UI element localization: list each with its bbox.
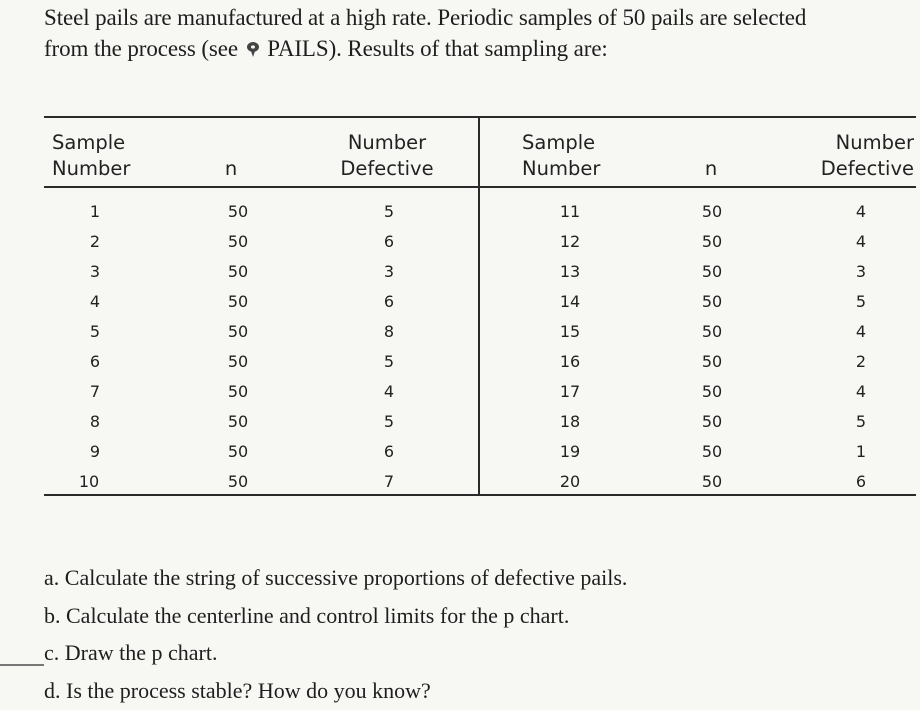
intro-line-2-end: ). Results of that sampling are: xyxy=(328,36,608,61)
right-n-cell: 50 xyxy=(701,442,723,461)
left-sample-cell: 8 xyxy=(89,412,101,431)
left-sample-cell: 9 xyxy=(89,442,101,461)
question-list xyxy=(44,559,904,709)
left-n-cell: 50 xyxy=(227,382,249,401)
left-sample-cell: 2 xyxy=(89,232,101,251)
left-n-cell: 50 xyxy=(227,202,249,221)
left-sample-cell: 4 xyxy=(89,292,101,311)
right-sample-cell: 15 xyxy=(559,322,581,341)
right-defective-cell: 1 xyxy=(855,442,867,461)
right-n-cell: 50 xyxy=(701,232,723,251)
left-defective-cell: 3 xyxy=(383,262,395,281)
right-n-cell: 50 xyxy=(701,322,723,341)
sampling-table xyxy=(44,116,916,496)
intro-line-1: Steel pails are manufactured at a high rate. Periodic samples of 50 pails are selected xyxy=(44,5,807,30)
right-sample-cell: 17 xyxy=(559,382,581,401)
left-defective-cell: 6 xyxy=(383,292,395,311)
right-defective-cell: 5 xyxy=(855,412,867,431)
right-defective-cell: 4 xyxy=(855,202,867,221)
right-n-cell: 50 xyxy=(701,412,723,431)
left-defective-cell: 5 xyxy=(383,352,395,371)
left-defective-cell: 4 xyxy=(383,382,395,401)
left-sample-cell: 3 xyxy=(89,262,101,281)
right-defective-cell: 3 xyxy=(855,262,867,281)
right-sample-cell: 12 xyxy=(559,232,581,251)
question-d: d. Is the process stable? How do you know? xyxy=(44,677,431,703)
header-number-defective-left: Number Defective xyxy=(340,131,434,180)
header-sample-number-right: Sample Number xyxy=(522,131,601,180)
left-sample-cell: 1 xyxy=(89,202,101,221)
right-defective-cell: 6 xyxy=(855,472,867,491)
header-sample-number-left: Sample Number xyxy=(52,131,131,180)
intro-line-2-start: from the process (see xyxy=(44,36,238,61)
right-defective-cell: 4 xyxy=(855,382,867,401)
data-file-name: PAILS xyxy=(267,36,329,61)
intro-line-2 xyxy=(44,33,916,64)
left-defective-cell: 6 xyxy=(383,442,395,461)
disk-icon xyxy=(244,34,262,50)
table-header-rule xyxy=(44,186,916,188)
right-defective-cell: 4 xyxy=(855,322,867,341)
left-defective-cell: 5 xyxy=(383,412,395,431)
question-c: c. Draw the p chart. xyxy=(44,640,218,665)
left-n-cell: 50 xyxy=(227,472,249,491)
table-bottom-rule xyxy=(44,494,916,496)
right-sample-cell: 18 xyxy=(559,412,581,431)
table-column-divider xyxy=(478,116,480,495)
left-defective-cell: 7 xyxy=(383,472,395,491)
right-sample-cell: 19 xyxy=(559,442,581,461)
left-n-cell: 50 xyxy=(227,442,249,461)
question-a: a. Calculate the string of successive proportions of defective pails. xyxy=(44,565,628,590)
question-b: b. Calculate the centerline and control limits for the p chart. xyxy=(44,602,570,628)
right-defective-cell: 4 xyxy=(855,232,867,251)
left-sample-cell: 5 xyxy=(89,322,101,341)
left-defective-cell: 5 xyxy=(383,202,395,221)
left-n-cell: 50 xyxy=(227,232,249,251)
left-n-cell: 50 xyxy=(227,322,249,341)
right-sample-cell: 13 xyxy=(559,262,581,281)
header-n-right: n xyxy=(704,157,718,180)
left-defective-cell: 8 xyxy=(383,322,395,341)
right-n-cell: 50 xyxy=(701,292,723,311)
right-sample-cell: 11 xyxy=(559,202,581,221)
problem-intro xyxy=(44,2,916,64)
left-sample-cell: 10 xyxy=(78,472,100,491)
table-top-rule xyxy=(44,116,916,118)
left-n-cell: 50 xyxy=(227,292,249,311)
right-n-cell: 50 xyxy=(701,352,723,371)
left-n-cell: 50 xyxy=(227,352,249,371)
left-defective-cell: 6 xyxy=(383,232,395,251)
right-sample-cell: 16 xyxy=(559,352,581,371)
right-n-cell: 50 xyxy=(701,382,723,401)
right-n-cell: 50 xyxy=(701,262,723,281)
right-n-cell: 50 xyxy=(701,472,723,491)
left-n-cell: 50 xyxy=(227,262,249,281)
left-sample-cell: 6 xyxy=(89,352,101,371)
left-n-cell: 50 xyxy=(227,412,249,431)
right-sample-cell: 14 xyxy=(559,292,581,311)
header-n-left: n xyxy=(224,157,238,180)
right-n-cell: 50 xyxy=(701,202,723,221)
margin-rule xyxy=(0,664,44,666)
right-defective-cell: 2 xyxy=(855,352,867,371)
right-defective-cell: 5 xyxy=(855,292,867,311)
header-number-defective-right: Number Defective xyxy=(820,131,914,180)
left-sample-cell: 7 xyxy=(89,382,101,401)
right-sample-cell: 20 xyxy=(559,472,581,491)
